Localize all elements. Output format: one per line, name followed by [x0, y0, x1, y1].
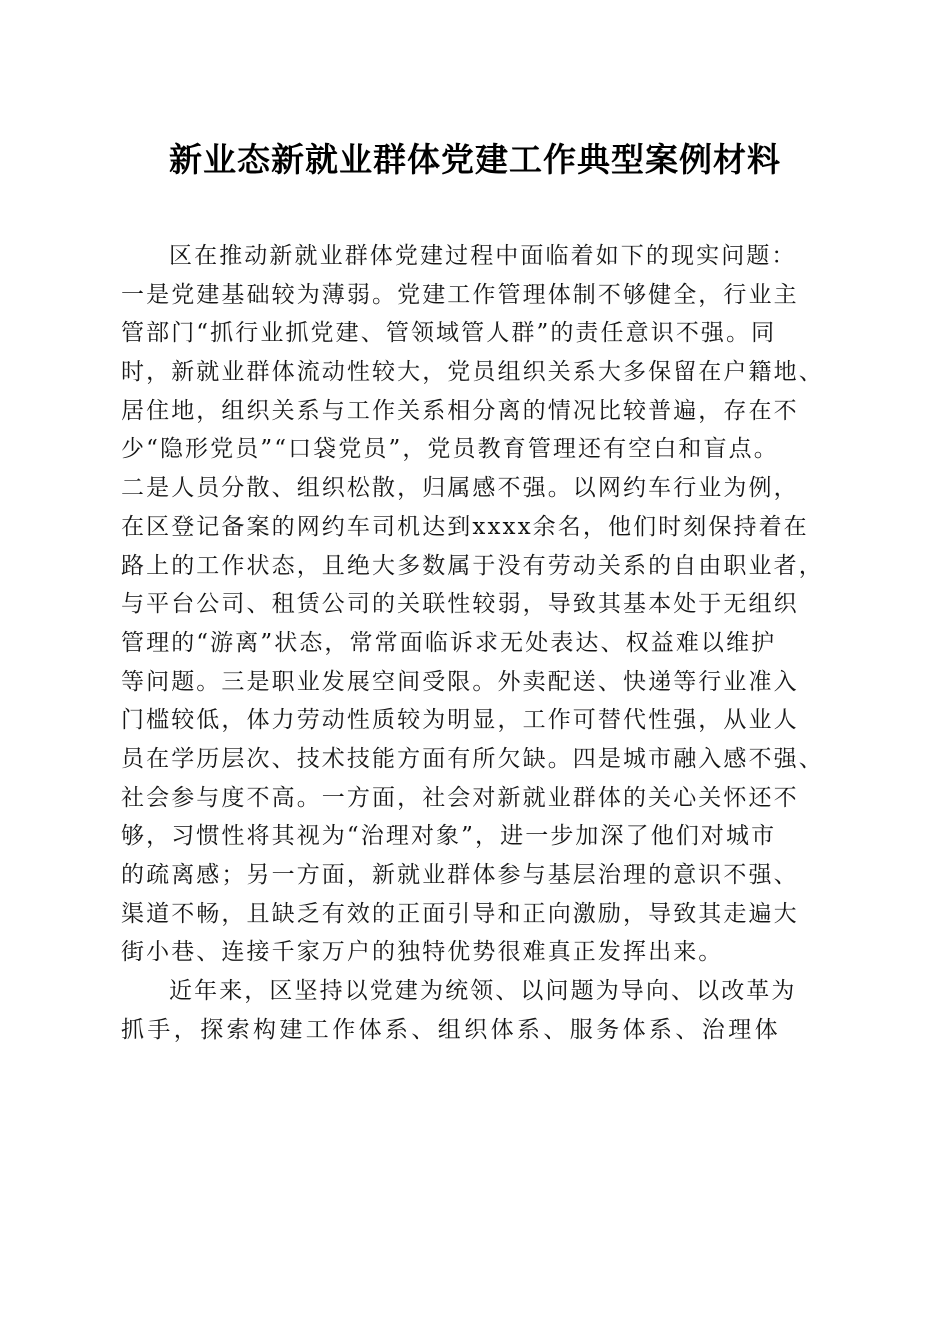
paragraph-2 [121, 972, 833, 1049]
document-body [121, 237, 833, 1049]
text-line: 少“隐形党员”“口袋党员”，党员教育管理还有空白和盲点。 [121, 436, 779, 463]
text-line: 够，习惯性将其视为“治理对象”，进一步加深了他们对城市 [121, 823, 777, 850]
text-line: 的疏离感；另一方面，新就业群体参与基层治理的意识不强、 [121, 862, 799, 888]
text-line: 管部门“抓行业抓党建、管领域管人群”的责任意识不强。同 [121, 320, 777, 347]
text-line: 街小巷、连接千家万户的独特优势很难真正发挥出来。 [121, 939, 724, 966]
text-line: 在区登记备案的网约车司机达到xxxx余名，他们时刻保持着在 [121, 513, 809, 540]
text-line: 渠道不畅，且缺乏有效的正面引导和正向激励，导致其走遍大 [121, 900, 799, 927]
text-line: 路上的工作状态，且绝大多数属于没有劳动关系的自由职业者， [121, 552, 824, 579]
text-line: 区在推动新就业群体党建过程中面临着如下的现实问题： [169, 243, 797, 269]
document-title: 新业态新就业群体党建工作典型案例材料 [169, 140, 781, 179]
text-line: 一是党建基础较为薄弱。党建工作管理体制不够健全，行业主 [121, 281, 799, 308]
text-line: 员在学历层次、技术技能方面有所欠缺。四是城市融入感不强、 [121, 745, 824, 772]
text-line: 近年来，区坚持以党建为统领、以问题为导向、以改革为 [169, 978, 797, 1005]
text-line: 管理的“游离”状态，常常面临诉求无处表达、权益难以维护 [121, 629, 777, 656]
text-line: 抓手，探索构建工作体系、组织体系、服务体系、治理体 [121, 1016, 781, 1043]
text-line: 居住地，组织关系与工作关系相分离的情况比较普遍，存在不 [121, 397, 799, 424]
text-line: 社会参与度不高。一方面，社会对新就业群体的关心关怀还不 [121, 784, 799, 811]
text-line: 等问题。三是职业发展空间受限。外卖配送、快递等行业准入 [121, 668, 799, 695]
text-line: 与平台公司、租赁公司的关联性较弱，导致其基本处于无组织 [121, 591, 799, 618]
paragraph-1 [121, 237, 833, 972]
text-line: 二是人员分散、组织松散，归属感不强。以网约车行业为例， [121, 475, 799, 502]
text-line: 门槛较低，体力劳动性质较为明显，工作可替代性强，从业人 [121, 707, 799, 734]
text-line: 时，新就业群体流动性较大，党员组织关系大多保留在户籍地、 [121, 359, 824, 386]
